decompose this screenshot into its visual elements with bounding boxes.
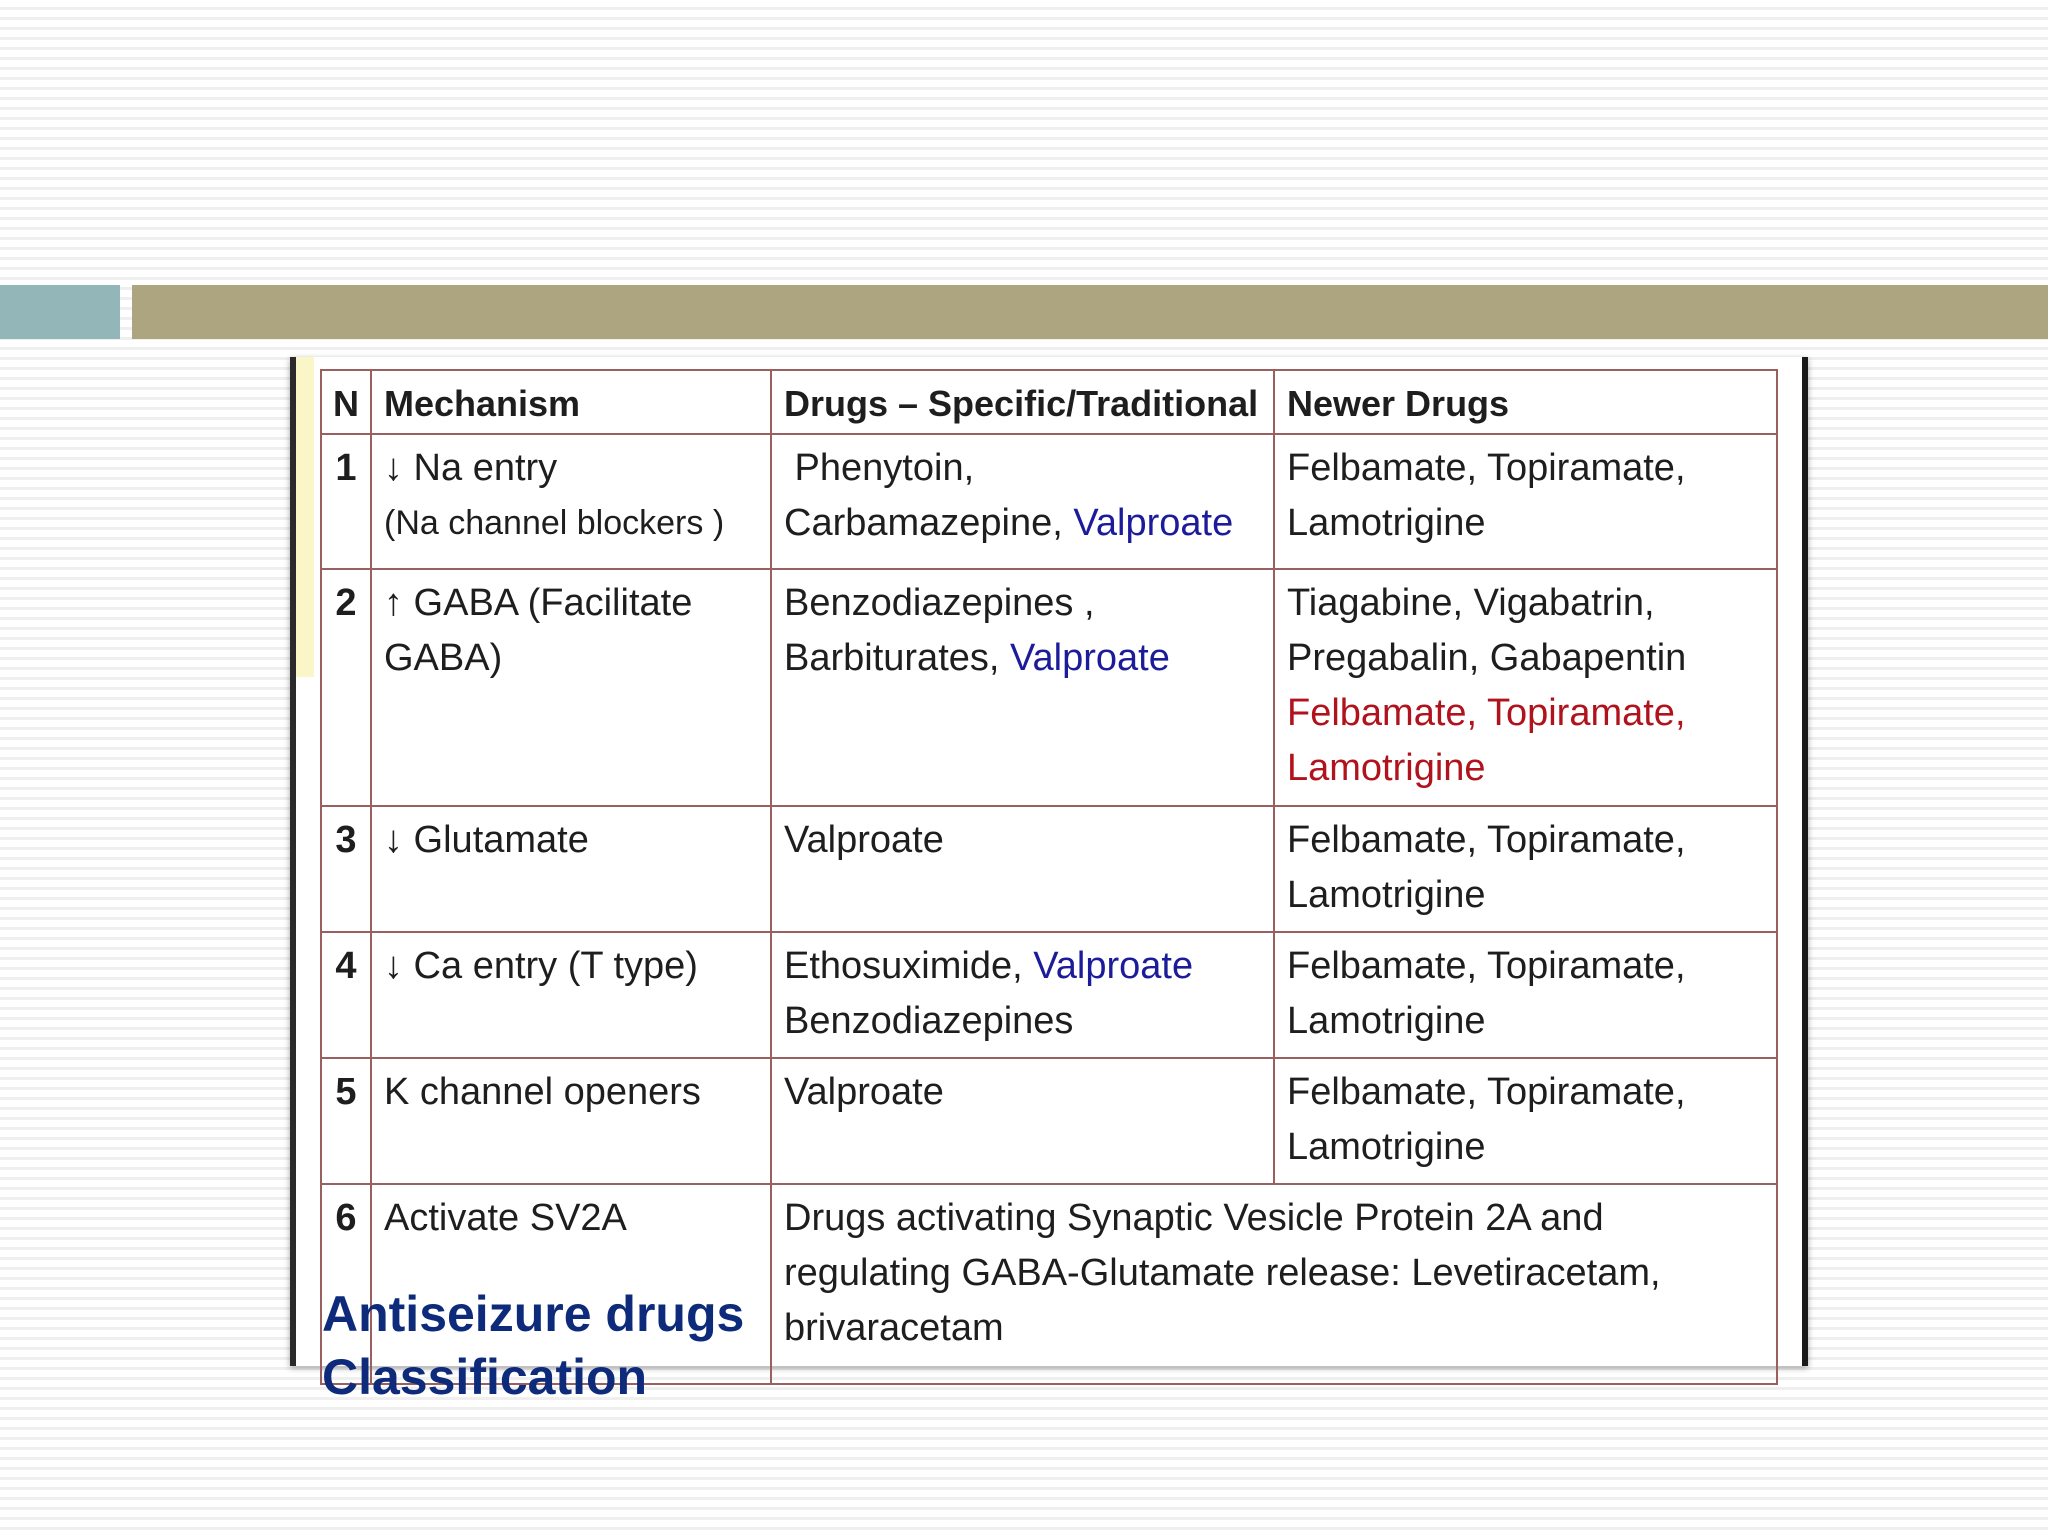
table-row (321, 932, 1777, 1058)
table-image (290, 357, 1808, 1405)
slide-title-bar (132, 285, 2048, 339)
newer-drugs-red: Felbamate, Topiramate, Lamotrigine (1287, 692, 1686, 789)
row-number: 5 (321, 1058, 371, 1184)
row-number: 6 (321, 1184, 371, 1384)
mechanism-cell: K channel openers (371, 1058, 771, 1184)
newer-drugs-cell: Felbamate, Topiramate, Lamotrigine (1274, 932, 1777, 1058)
newer-drugs-black: Tiagabine, Vigabatrin, Pregabalin, Gabapentin (1287, 582, 1687, 679)
mechanism-cell: Activate SV2A (371, 1184, 771, 1384)
header-traditional-drugs: Drugs – Specific/Traditional (771, 370, 1274, 434)
row-number: 3 (321, 806, 371, 932)
image-right-edge (1802, 357, 1808, 1366)
sv2a-description-cell: Drugs activating Synaptic Vesicle Protein 2A and regulating GABA-Glutamate release: Levetiracetam, brivaracetam (771, 1184, 1777, 1384)
header-n: N (321, 370, 371, 434)
newer-drugs-cell: Felbamate, Topiramate, Lamotrigine (1274, 434, 1777, 569)
drug-text: Phenytoin, (784, 447, 975, 489)
valproate-text: Valproate (1073, 502, 1234, 544)
drug-text: Carbamazepine, (784, 502, 1074, 544)
mechanism-cell: ↑ GABA (Facilitate GABA) (371, 569, 771, 806)
row-number: 4 (321, 932, 371, 1058)
traditional-drugs-cell (771, 434, 1274, 569)
mechanism-cell: ↓ Glutamate (371, 806, 771, 932)
slide-subtitle-clipped: Classification (322, 1349, 648, 1405)
newer-drugs-cell: Felbamate, Topiramate, Lamotrigine (1274, 806, 1777, 932)
drug-line (784, 939, 1261, 994)
slide-accent-block (0, 285, 120, 339)
traditional-drugs-cell (771, 569, 1274, 806)
newer-drugs-cell: Felbamate, Topiramate, Lamotrigine (1274, 1058, 1777, 1184)
table-row (321, 806, 1777, 932)
table-row (321, 569, 1777, 806)
mechanism-text: ↓ Na entry (384, 447, 558, 489)
drug-text: Benzodiazepines (784, 1000, 1074, 1042)
drug-text: Barbiturates, (784, 637, 1010, 679)
row-number: 2 (321, 569, 371, 806)
drug-text: Benzodiazepines , (784, 582, 1095, 624)
highlight-strip (296, 357, 314, 677)
traditional-drugs-cell: Valproate (771, 806, 1274, 932)
mechanism-cell: ↓ Ca entry (T type) (371, 932, 771, 1058)
antiseizure-drug-table (320, 369, 1778, 1385)
row-number: 1 (321, 434, 371, 569)
mechanism-cell (371, 434, 771, 569)
mechanism-subtext: (Na channel blockers ) (384, 504, 725, 542)
table-header-row (321, 370, 1777, 434)
drug-line (784, 496, 1261, 551)
drug-line (784, 631, 1261, 686)
traditional-drugs-cell (771, 932, 1274, 1058)
slide-title-overlay: Antiseizure drugs (322, 1286, 745, 1342)
drug-text: Ethosuximide, (784, 945, 1034, 987)
table-row (321, 1058, 1777, 1184)
valproate-text: Valproate (1033, 945, 1194, 987)
header-mechanism: Mechanism (371, 370, 771, 434)
newer-drugs-cell (1274, 569, 1777, 806)
traditional-drugs-cell: Valproate (771, 1058, 1274, 1184)
header-newer-drugs: Newer Drugs (1274, 370, 1777, 434)
table-row (321, 434, 1777, 569)
valproate-text: Valproate (1010, 637, 1170, 679)
